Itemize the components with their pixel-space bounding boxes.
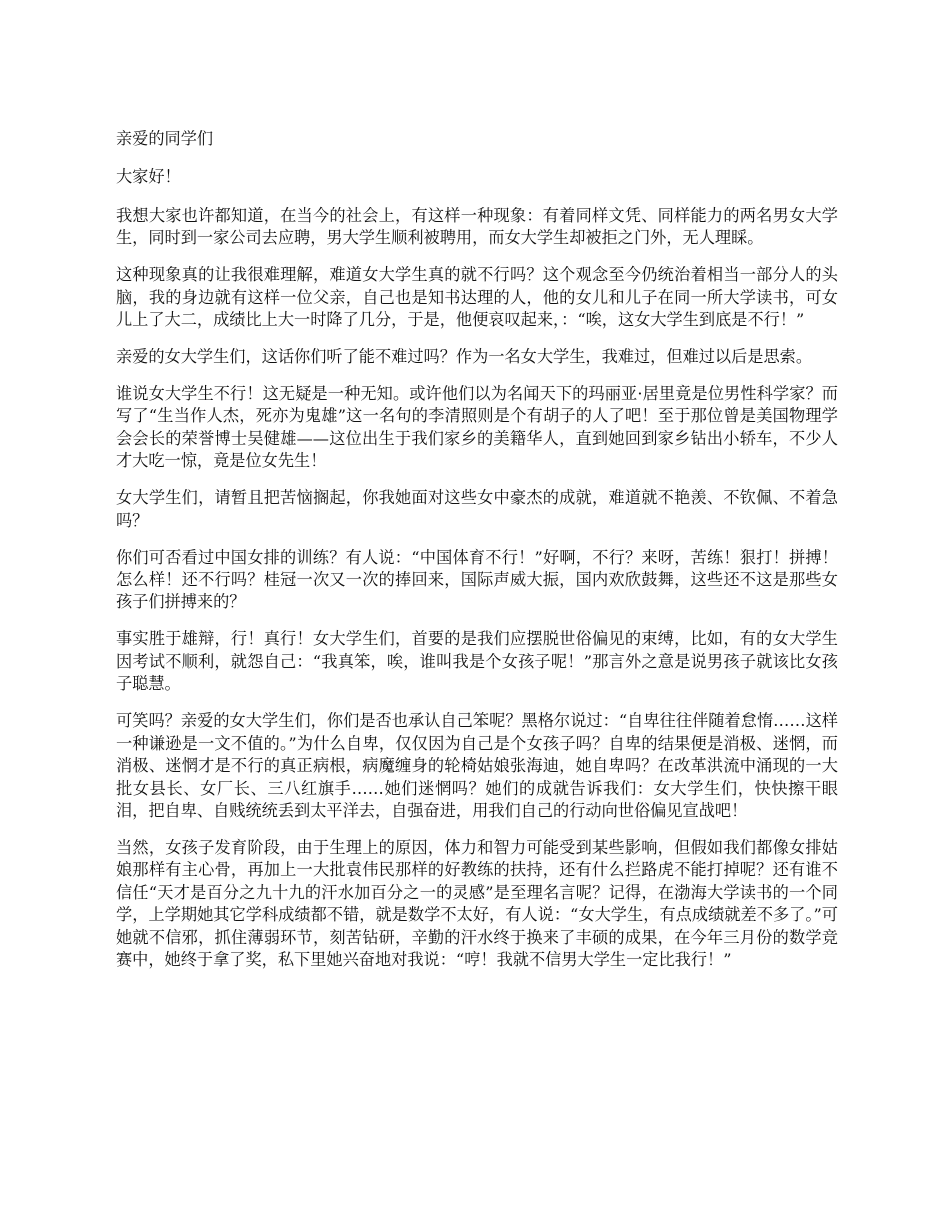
paragraph-1: 我想大家也许都知道，在当今的社会上，有这样一种现象：有着同样文凭、同样能力的两名男女大学生，同时到一家公司去应聘，男大学生顺利被聘用，而女大学生却被拒之门外，无人理睬。 bbox=[116, 205, 838, 248]
paragraph-6: 你们可否看过中国女排的训练？有人说：“中国体育不行！”好啊，不行？来呀，苦练！狠打！拼搏！怎么样！还不行吗？桂冠一次又一次的捧回来，国际声威大振，国内欢欣鼓舞，这些还不这是那些女孩子们拼搏来的？ bbox=[116, 547, 838, 612]
paragraph-3: 亲爱的女大学生们，这话你们听了能不难过吗？作为一名女大学生，我难过，但难过以后是思索。 bbox=[116, 347, 813, 367]
document-body bbox=[116, 128, 838, 986]
paragraph-9: 当然，女孩子发育阶段，由于生理上的原因，体力和智力可能受到某些影响，但假如我们都像女排姑娘那样有主心骨，再加上一大批袁伟民那样的好教练的扶持，还有什么拦路虎不能打掉呢？还有谁不信任“天才是百分之九十九的汗水加百分之一的灵感”是至理名言呢？记得，在渤海大学读书的一个同学，上学期她其它学科成绩都不错，就是数学不太好，有人说：“女大学生，有点成绩就差不多了。”可她就不信邪，抓住薄弱环节，刻苦钻研，辛勤的汗水终于换来了丰硕的成果，在今年三月份的数学竞赛中，她终于拿了奖，私下里她兴奋地对我说：“哼！我就不信男大学生一定比我行！” bbox=[116, 837, 838, 969]
greeting: 大家好！ bbox=[116, 167, 181, 187]
salutation: 亲爱的同学们 bbox=[116, 129, 214, 148]
paragraph-7: 事实胜于雄辩，行！真行！女大学生们，首要的是我们应摆脱世俗偏见的束缚，比如，有的女大学生因考试不顺利，就怨自己：“我真笨，唉，谁叫我是个女孩子呢！”那言外之意是说男孩子就该比女孩子聪慧。 bbox=[116, 629, 838, 694]
paragraph-4: 谁说女大学生不行！这无疑是一种无知。或许他们以为名闻天下的玛丽亚·居里竟是位男性科学家？而写了“生当作人杰，死亦为鬼雄”这一名句的李清照则是个有胡子的人了吧！至于那位曾是美国物理学会会长的荣誉博士吴健雄——这位出生于我们家乡的美籍华人，直到她回到家乡钻出小轿车，不少人才大吃一惊，竟是位女先生！ bbox=[116, 384, 838, 471]
paragraph-2: 这种现象真的让我很难理解，难道女大学生真的就不行吗？这个观念至今仍统治着相当一部分人的头脑，我的身边就有这样一位父亲，自己也是知书达理的人，他的女儿和儿子在同一所大学读书，可女儿上了大二，成绩比上大一时降了几分，于是，他便哀叹起来，：“唉，这女大学生到底是不行！” bbox=[116, 265, 838, 330]
paragraph-5: 女大学生们，请暂且把苦恼搁起，你我她面对这些女中豪杰的成就，难道就不艳羡、不钦佩、不着急吗？ bbox=[116, 488, 838, 530]
paragraph-8: 可笑吗？亲爱的女大学生们，你们是否也承认自己笨呢？黑格尔说过：“自卑往往伴随着怠惰……这样一种谦逊是一文不值的。”为什么自卑，仅仅因为自己是个女孩子吗？自卑的结果便是消极、迷惘，而消极、迷惘才是不行的真正病根，病魔缠身的轮椅姑娘张海迪，她自卑吗？在改革洪流中涌现的一大批女县长、女厂长、三八红旗手……她们迷惘吗？她们的成就告诉我们：女大学生们，快快擦干眼泪，把自卑、自贱统统丢到太平洋去，自强奋进，用我们自己的行动向世俗偏见宣战吧！ bbox=[116, 711, 838, 820]
